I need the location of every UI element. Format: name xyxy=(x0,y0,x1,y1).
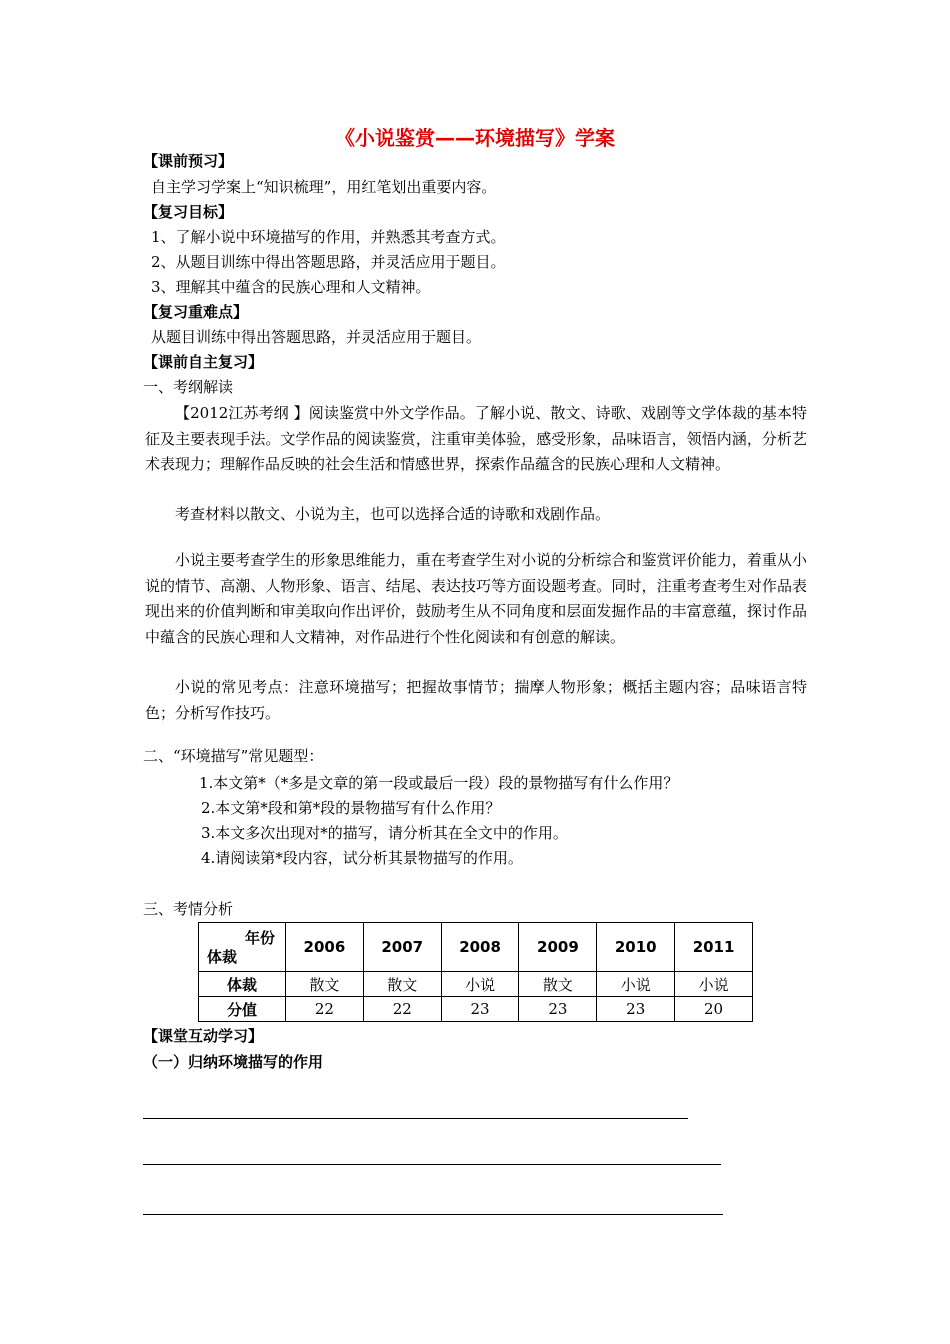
document-title: 《小说鉴赏——环境描写》学案 xyxy=(335,126,615,150)
syllabus-paragraph: 【2012江苏考纲 】阅读鉴赏中外文学作品。了解小说、散文、诗歌、戏剧等文学体裁的基本特征及主要表现手法。文学作品的阅读鉴赏，注重审美体验，感受形象，品味语言，领悟内涵，分析艺术表现力；理解作品反映的社会生活和情感世界，探索作品蕴含的民族心理和人文精神。 xyxy=(145,404,807,473)
section-title-question-types: 二、“环境描写”常见题型： xyxy=(143,747,324,765)
goal-item: 3、理解其中蕴含的民族心理和人文精神。 xyxy=(151,278,431,296)
score-cell: 20 xyxy=(675,997,753,1022)
year-cell: 2011 xyxy=(675,923,753,972)
self-review-heading: 【课前自主复习】 xyxy=(143,353,264,371)
genre-cell: 散文 xyxy=(519,972,597,997)
year-cell: 2009 xyxy=(519,923,597,972)
goal-item: 2、从题目训练中得出答题思路，并灵活应用于题目。 xyxy=(151,253,506,271)
year-cell: 2006 xyxy=(286,923,364,972)
year-cell: 2010 xyxy=(597,923,675,972)
goals-heading: 【复习目标】 xyxy=(143,203,234,221)
question-item: 3.本文多次出现对*的描写，请分析其在全文中的作用。 xyxy=(201,824,568,842)
exam-points-paragraph: 小说的常见考点：注意环境描写；把握故事情节；揣摩人物形象；概括主题内容；品味语言特色；分析写作技巧。 xyxy=(145,678,807,722)
diagonal-header-cell xyxy=(199,923,286,972)
preview-text: 自主学习学案上“知识梳理”，用红笔划出重要内容。 xyxy=(151,178,497,196)
classroom-heading: 【课堂互动学习】 xyxy=(143,1027,264,1045)
novel-exam-paragraph: 小说主要考查学生的形象思维能力，重在考查学生对小说的分析综合和鉴赏评价能力，着重从小说的情节、高潮、人物形象、语言、结尾、表达技巧等方面设题考查。同时，注重考查考生对作品表现出来的价值判断和审美取向作出评价，鼓励考生从不同角度和层面发掘作品的丰富意蕴，探讨作品中蕴含的民族心理和人文精神，对作品进行个性化阅读和有创意的解读。 xyxy=(145,551,807,646)
section-title-syllabus: 一、考纲解读 xyxy=(143,378,234,396)
genre-cell: 小说 xyxy=(441,972,519,997)
header-genre-label: 体裁 xyxy=(207,948,238,966)
table-row xyxy=(199,997,753,1022)
key-points-heading: 【复习重难点】 xyxy=(143,303,249,321)
header-year-label: 年份 xyxy=(244,929,275,947)
row-label-score: 分值 xyxy=(199,997,286,1022)
question-item: 1.本文第*（*多是文章的第一段或最后一段）段的景物描写有什么作用？ xyxy=(199,774,679,792)
score-cell: 23 xyxy=(441,997,519,1022)
score-cell: 22 xyxy=(363,997,441,1022)
answer-line xyxy=(143,1214,723,1215)
year-cell: 2007 xyxy=(363,923,441,972)
question-item: 2.本文第*段和第*段的景物描写有什么作用？ xyxy=(201,799,501,817)
score-cell: 23 xyxy=(519,997,597,1022)
answer-line xyxy=(143,1164,721,1165)
section-title-exam-analysis: 三、考情分析 xyxy=(143,900,234,918)
row-label-genre: 体裁 xyxy=(199,972,286,997)
materials-paragraph: 考查材料以散文、小说为主，也可以选择合适的诗歌和戏剧作品。 xyxy=(175,505,611,523)
genre-cell: 散文 xyxy=(363,972,441,997)
classroom-sub-heading: （一）归纳环境描写的作用 xyxy=(143,1053,324,1071)
question-item: 4.请阅读第*段内容，试分析其景物描写的作用。 xyxy=(201,849,523,867)
answer-line xyxy=(143,1118,688,1119)
preview-heading: 【课前预习】 xyxy=(143,152,234,170)
goal-item: 1、了解小说中环境描写的作用，并熟悉其考查方式。 xyxy=(151,228,506,246)
genre-cell: 小说 xyxy=(597,972,675,997)
genre-cell: 小说 xyxy=(675,972,753,997)
genre-cell: 散文 xyxy=(286,972,364,997)
table-row xyxy=(199,972,753,997)
score-cell: 23 xyxy=(597,997,675,1022)
exam-analysis-table xyxy=(198,922,753,1022)
table-row xyxy=(199,923,753,972)
year-cell: 2008 xyxy=(441,923,519,972)
score-cell: 22 xyxy=(286,997,364,1022)
key-points-text: 从题目训练中得出答题思路，并灵活应用于题目。 xyxy=(151,328,482,346)
